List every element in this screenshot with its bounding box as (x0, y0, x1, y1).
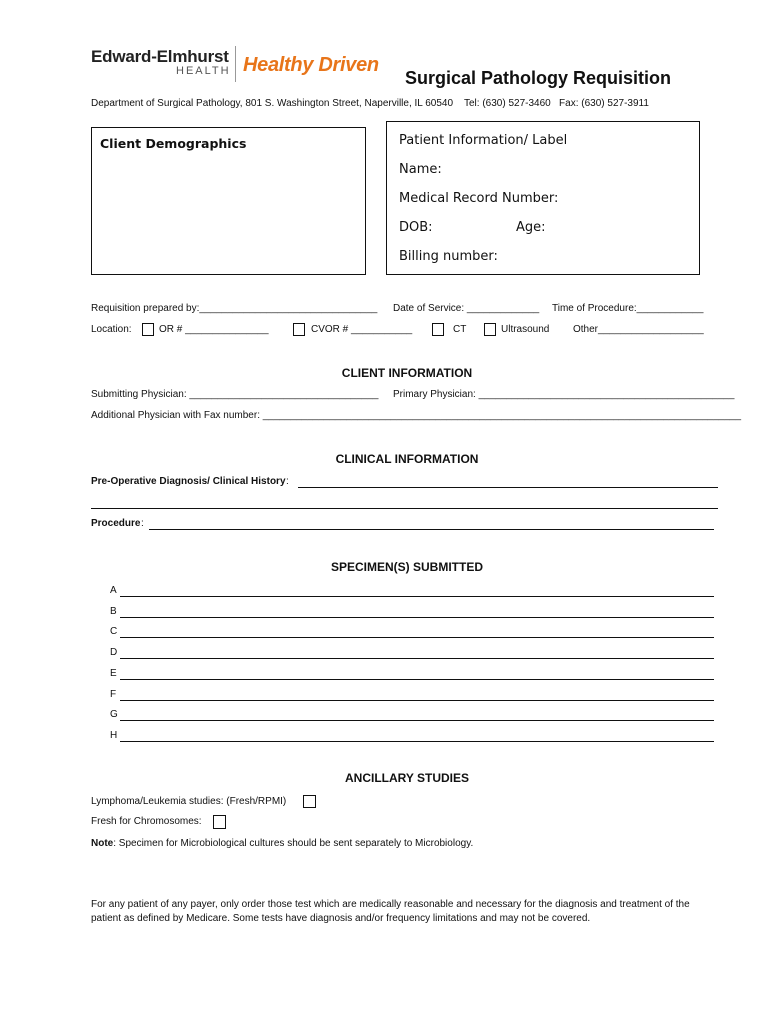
logo-divider (235, 46, 236, 82)
client-demographics-box[interactable] (91, 127, 366, 275)
specimens-heading: SPECIMEN(S) SUBMITTED (330, 560, 483, 574)
logo-subtitle: HEALTH (176, 65, 231, 77)
patient-name-label: Name: (399, 162, 442, 177)
specimen-line[interactable] (120, 679, 714, 680)
date-of-service-field[interactable]: Date of Service: _____________ (393, 303, 540, 314)
note-text: : Specimen for Microbiological cultures should be sent separately to Microbiology. (113, 838, 474, 849)
lymphoma-leukemia-label: Lymphoma/Leukemia studies: (Fresh/RPMI) (91, 796, 287, 807)
ct-label: CT (453, 324, 467, 335)
specimen-letter: F (110, 688, 117, 700)
cvor-number-field[interactable]: CVOR # ___________ (311, 324, 413, 335)
patient-info-heading: Patient Information/ Label (399, 133, 568, 148)
department-address: Department of Surgical Pathology, 801 S. Washington Street, Naperville, IL 60540 Tel: (630) 527-3460 Fax: (630) 527-3911 (91, 98, 649, 109)
location-label: Location: (91, 324, 132, 335)
submitting-physician-field[interactable]: Submitting Physician: __________________________________ (91, 389, 379, 400)
other-location-field[interactable]: Other___________________ (573, 324, 704, 335)
ct-checkbox[interactable] (432, 323, 444, 336)
logo-name: Edward-Elmhurst (91, 47, 229, 66)
specimen-line[interactable] (120, 637, 714, 638)
lymphoma-leukemia-checkbox[interactable] (303, 795, 316, 808)
age-label: Age: (516, 220, 546, 235)
form-title: Surgical Pathology Requisition (405, 68, 672, 88)
dob-label: DOB: (399, 220, 433, 235)
cvor-checkbox[interactable] (293, 323, 305, 336)
client-demographics-heading: Client Demographics (100, 136, 247, 151)
procedure-colon: : (141, 518, 144, 529)
chromosomes-label: Fresh for Chromosomes: (91, 816, 202, 827)
chromosomes-checkbox[interactable] (213, 815, 226, 829)
specimen-letter: G (110, 709, 118, 721)
note-label: Note (91, 838, 114, 849)
ancillary-studies-heading: ANCILLARY STUDIES (344, 771, 469, 785)
primary-physician-field[interactable]: Primary Physician: ______________________________________________ (393, 389, 735, 400)
specimen-letter: C (110, 626, 118, 638)
ultrasound-label: Ultrasound (501, 324, 550, 335)
specimen-letter: H (110, 729, 118, 741)
patient-information-box[interactable] (386, 121, 700, 275)
specimen-letter: B (110, 605, 117, 617)
logo-tagline: Healthy Driven (243, 54, 379, 76)
specimen-line[interactable] (120, 596, 714, 597)
preop-diagnosis-line[interactable] (298, 487, 718, 488)
disclaimer-line-2: patient as defined by Medicare. Some tests have diagnosis and/or frequency limitations and may not be covered. (91, 913, 591, 924)
or-checkbox[interactable] (142, 323, 154, 336)
procedure-label: Procedure (91, 518, 141, 529)
specimen-letter: D (110, 647, 118, 659)
preop-diagnosis-line-2[interactable] (91, 508, 718, 509)
specimen-letter: E (110, 667, 117, 679)
clinical-information-heading: CLINICAL INFORMATION (335, 452, 479, 466)
disclaimer-line-1: For any patient of any payer, only order those test which are medically reasonable and necessary for the diagnosis and treatment of the (91, 899, 690, 910)
preop-colon: : (286, 476, 289, 487)
preop-diagnosis-label: Pre-Operative Diagnosis/ Clinical History (91, 476, 286, 487)
specimen-line[interactable] (120, 720, 714, 721)
microbiology-note (91, 838, 473, 849)
client-information-heading: CLIENT INFORMATION (341, 366, 473, 380)
specimen-line[interactable] (120, 617, 714, 618)
specimen-line[interactable] (120, 658, 714, 659)
time-of-procedure-field[interactable]: Time of Procedure:____________ (552, 303, 704, 314)
specimen-line[interactable] (120, 741, 714, 742)
specimen-line[interactable] (120, 700, 714, 701)
ultrasound-checkbox[interactable] (484, 323, 496, 336)
billing-number-label: Billing number: (399, 249, 498, 264)
specimen-letter: A (110, 585, 117, 596)
additional-physician-field[interactable]: Additional Physician with Fax number: ______________________________________________________________________________________ (91, 410, 742, 421)
requisition-prepared-by-field[interactable]: Requisition prepared by:________________________________ (91, 303, 378, 314)
procedure-line[interactable] (149, 529, 714, 530)
or-number-field[interactable]: OR # _______________ (159, 324, 269, 335)
medical-record-label: Medical Record Number: (399, 191, 559, 206)
